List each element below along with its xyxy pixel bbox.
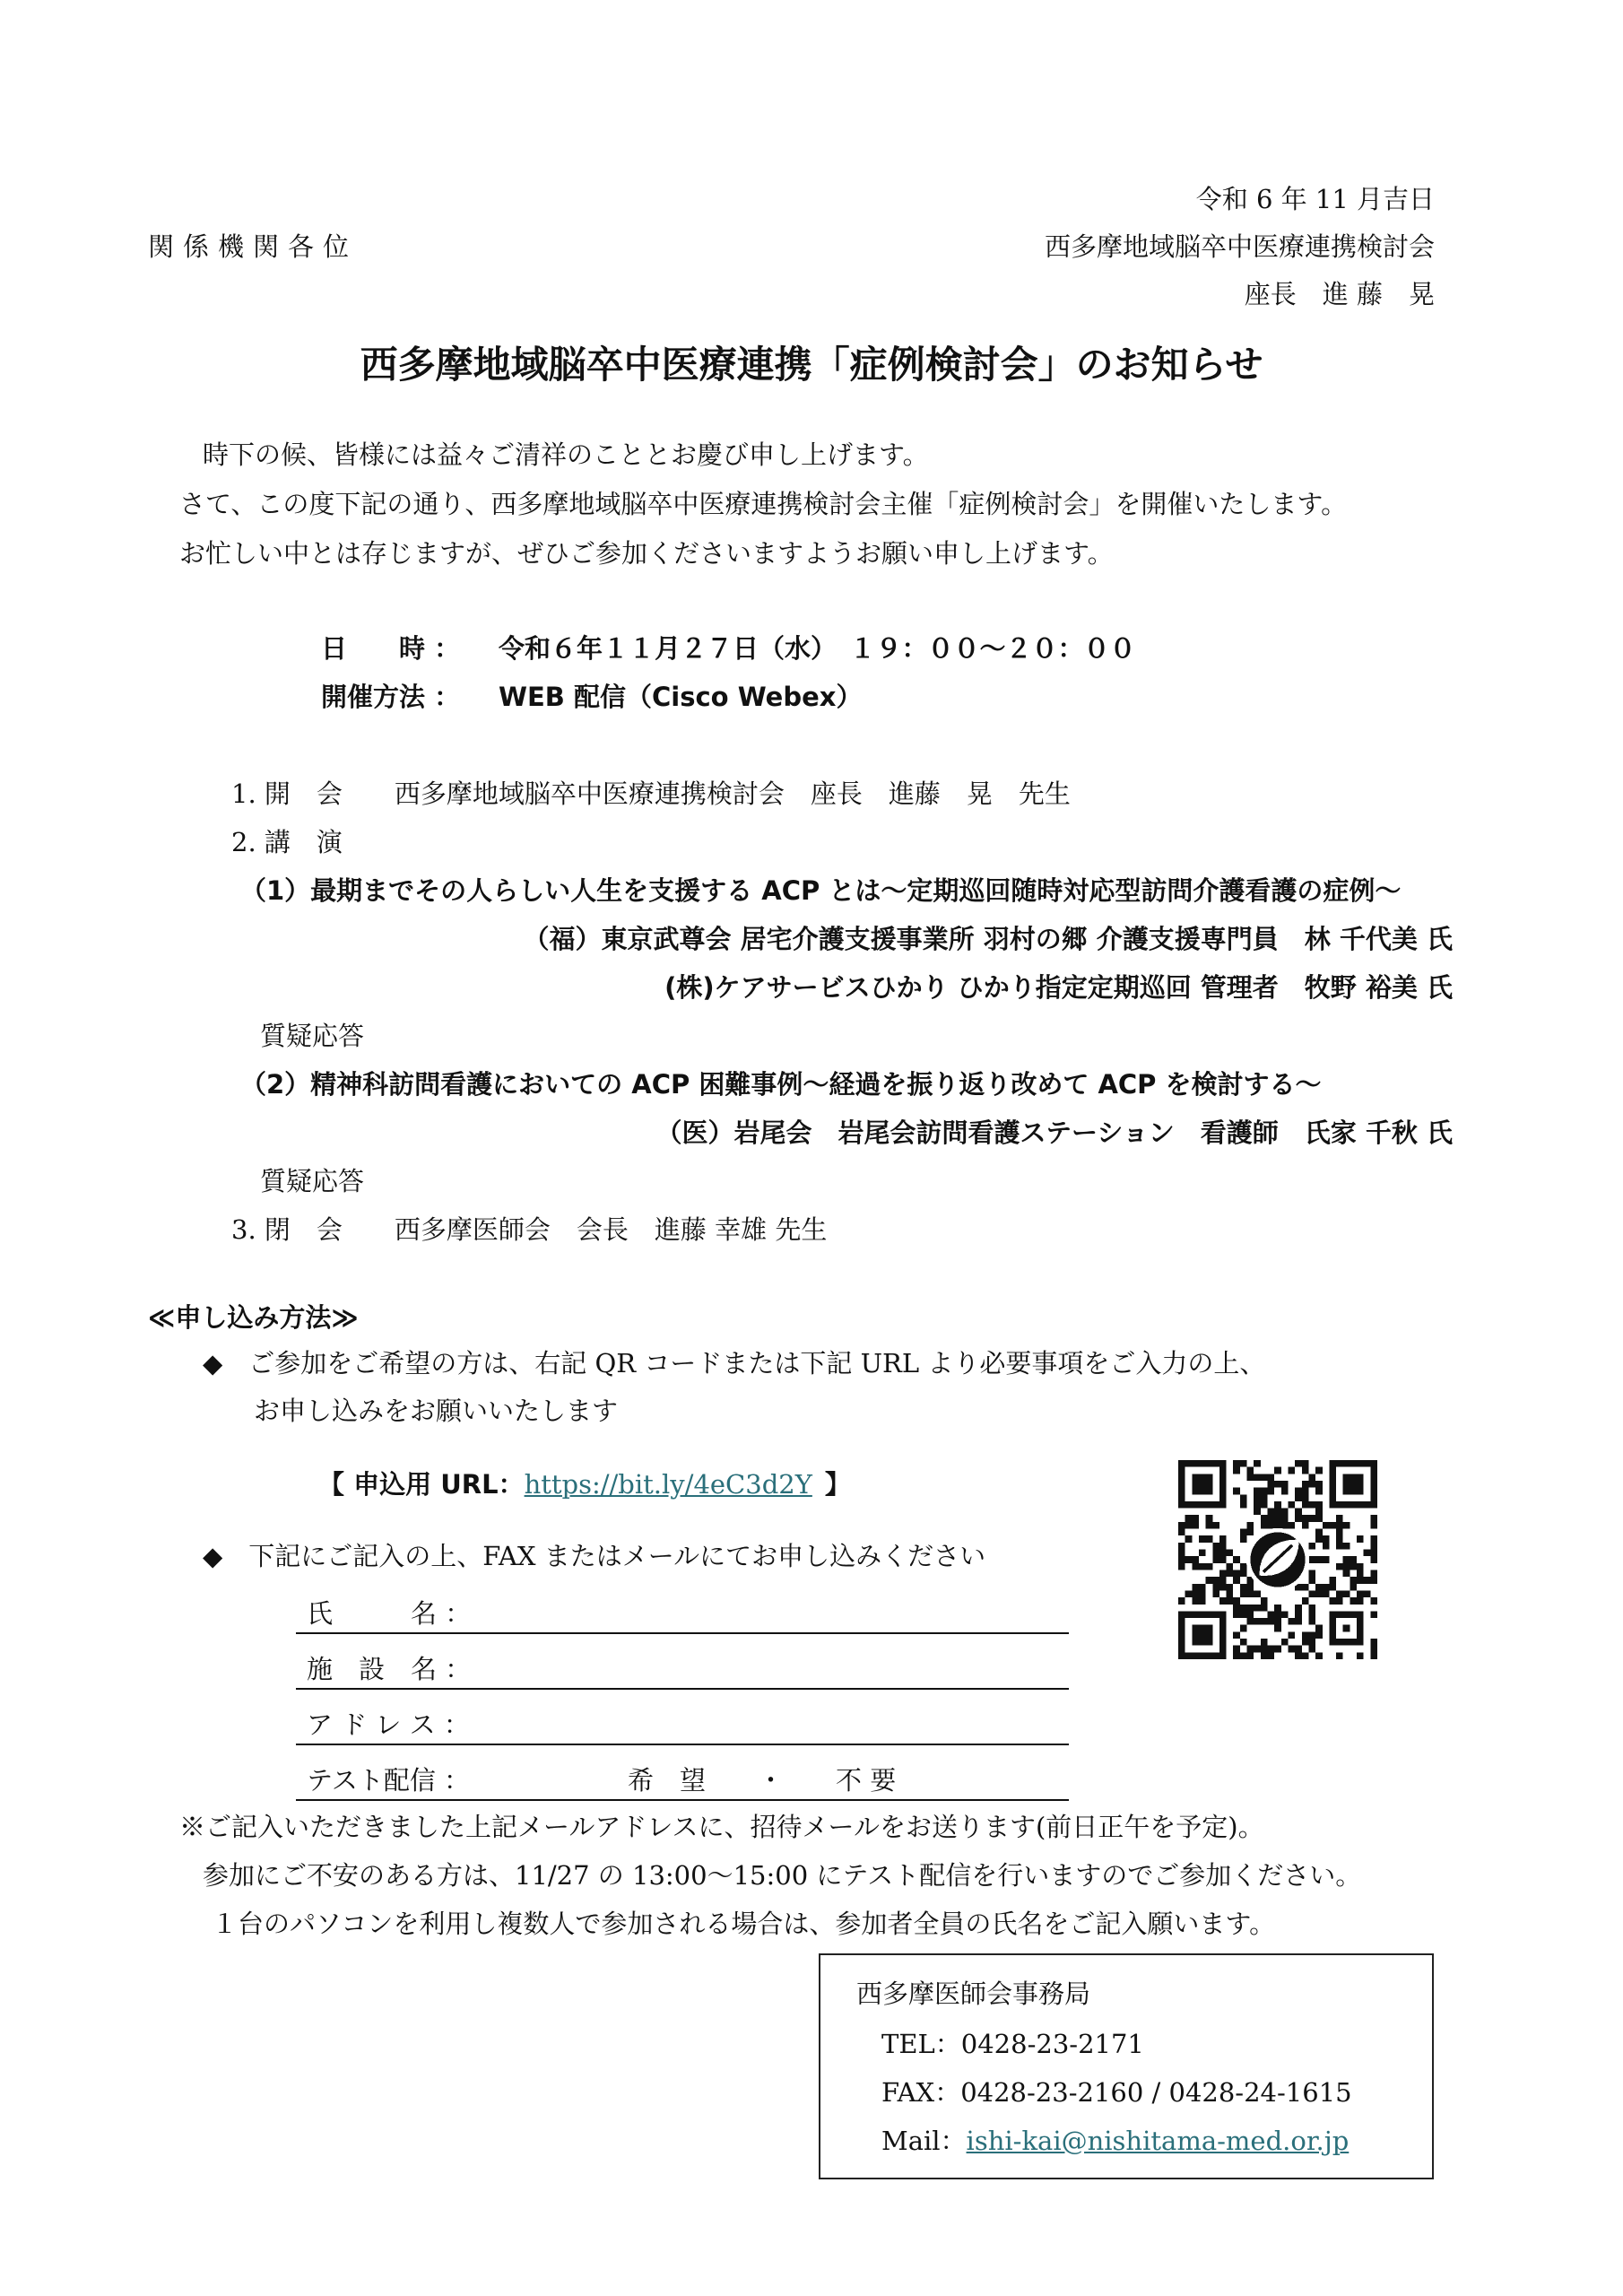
chair: 座長 進 藤 晃 bbox=[1244, 279, 1435, 309]
page-title: 西多摩地域脳卒中医療連携「症例検討会」のお知らせ bbox=[360, 343, 1263, 387]
intro-line-2: さて、この度下記の通り、西多摩地域脳卒中医療連携検討会主催「症例検討会」を開催いたします。 bbox=[179, 489, 1348, 519]
form-facility-label: 施 設 名 ： bbox=[307, 1654, 472, 1684]
recipient: 関係機関各位 bbox=[148, 231, 359, 262]
qr-code-icon[interactable] bbox=[1178, 1460, 1377, 1659]
contact-box bbox=[819, 1953, 1434, 2179]
datetime-label: 日 時 ： bbox=[321, 633, 461, 664]
form-facility-field[interactable] bbox=[296, 1688, 1069, 1690]
datetime-value: 令和６年１１月２７日（水） １９：００～２０：００ bbox=[499, 633, 1136, 664]
method-value: WEB 配信（Cisco Webex） bbox=[499, 682, 863, 712]
url-line bbox=[318, 1469, 851, 1500]
contact-mail-line bbox=[881, 2126, 1349, 2157]
intro-line-3: お忙しい中とは存じますが、ぜひご参加くださいますようお願い申し上げます。 bbox=[179, 538, 1114, 569]
program-item-closing: 3. 閉 会 西多摩医師会 会長 進藤 幸雄 先生 bbox=[231, 1214, 828, 1245]
contact-mail-link[interactable]: ishi-kai@nishitama-med.or.jp bbox=[966, 2126, 1350, 2156]
program-item-lectures: 2. 講 演 bbox=[231, 827, 343, 857]
form-name-field[interactable] bbox=[296, 1632, 1069, 1634]
contact-mail-label: Mail： bbox=[881, 2126, 967, 2156]
qa-1: 質疑応答 bbox=[260, 1021, 365, 1051]
url-prefix: 【 申込用 URL： bbox=[318, 1469, 525, 1500]
application-url-link[interactable]: https://bit.ly/4eC3d2Y bbox=[524, 1469, 812, 1500]
form-test-options[interactable]: 希 望 ・ 不 要 bbox=[628, 1765, 897, 1796]
note-2: 参加にご不安のある方は、11/27 の 13:00～15:00 にテスト配信を行いますのでご参加ください。 bbox=[203, 1860, 1362, 1891]
organizer: 西多摩地域脳卒中医療連携検討会 bbox=[1044, 231, 1435, 262]
application-method-2: ◆ 下記にご記入の上、FAX またはメールにてお申し込みください bbox=[203, 1541, 986, 1571]
application-method-1-cont: お申し込みをお願いいたします bbox=[254, 1396, 619, 1426]
intro-line-1: 時下の候、皆様には益々ご清祥のこととお慶び申し上げます。 bbox=[203, 439, 929, 470]
contact-tel: TEL：0428-23-2171 bbox=[881, 2029, 1144, 2059]
talk1-title: （1）最期までその人らしい人生を支援する ACP とは～定期巡回随時対応型訪問介護看護の症例～ bbox=[240, 875, 1402, 906]
form-test-underline bbox=[296, 1799, 1069, 1801]
note-3: １台のパソコンを利用し複数人で参加される場合は、参加者全員の氏名をご記入願います。 bbox=[212, 1909, 1276, 1939]
contact-office: 西多摩医師会事務局 bbox=[856, 1979, 1091, 2009]
talk2-title: （2）精神科訪問看護においての ACP 困難事例～経過を振り返り改めて ACP を検討する～ bbox=[240, 1069, 1322, 1100]
form-test-label: テスト配信 ： bbox=[307, 1765, 471, 1796]
contact-fax: FAX：0428-23-2160 / 0428-24-1615 bbox=[881, 2077, 1352, 2108]
form-address-label: ア ド レ ス ： bbox=[307, 1709, 470, 1740]
talk2-speaker: （医）岩尾会 岩尾会訪問看護ステーション 看護師 氏家 千秋 氏 bbox=[655, 1118, 1453, 1148]
talk1-speaker-1: （福）東京武尊会 居宅介護支援事業所 羽村の郷 介護支援専門員 林 千代美 氏 bbox=[523, 924, 1453, 954]
application-heading: ≪申し込み方法≫ bbox=[148, 1302, 359, 1333]
url-suffix: 】 bbox=[824, 1469, 851, 1500]
issue-date: 令和 6 年 11 月吉日 bbox=[1195, 184, 1435, 214]
qa-2: 質疑応答 bbox=[260, 1166, 365, 1196]
note-1: ※ご記入いただきました上記メールアドレスに、招待メールをお送ります(前日正午を予定)。 bbox=[179, 1812, 1264, 1842]
application-method-1: ◆ ご参加をご希望の方は、右記 QR コードまたは下記 URL より必要事項をご入力の上、 bbox=[203, 1348, 1266, 1378]
form-name-label: 氏 名 ： bbox=[307, 1598, 472, 1629]
form-address-field[interactable] bbox=[296, 1744, 1069, 1745]
method-label: 開催方法 ： bbox=[321, 682, 461, 712]
talk1-speaker-2: (株)ケアサービスひかり ひかり指定定期巡回 管理者 牧野 裕美 氏 bbox=[664, 972, 1453, 1003]
program-item-opening: 1. 開 会 西多摩地域脳卒中医療連携検討会 座長 進藤 晃 先生 bbox=[231, 778, 1071, 809]
